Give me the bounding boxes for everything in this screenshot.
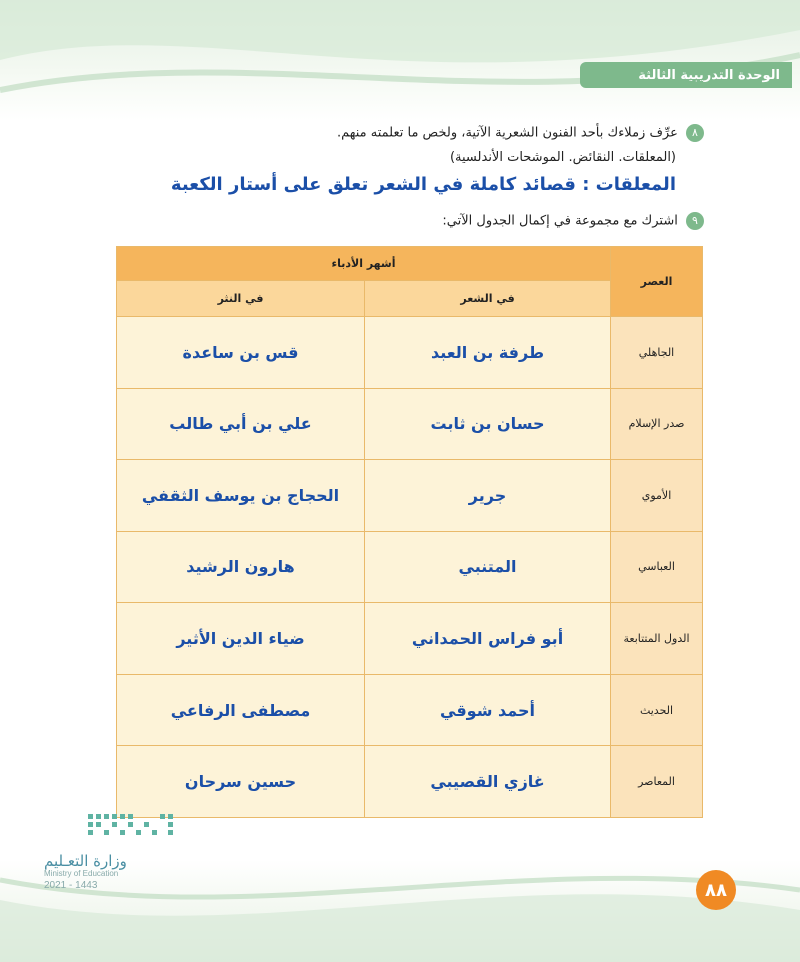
poetry-cell: غازي القصيبي [365,746,611,818]
writers-header: أشهر الأدباء [117,247,611,281]
prose-cell: علي بن أبي طالب [117,388,365,460]
era-cell: صدر الإسلام [611,388,703,460]
poetry-cell: جرير [365,460,611,532]
ministry-logo-icon [40,810,180,854]
table-row [117,388,703,460]
question-8-number: ٨ [686,124,704,142]
page-number: ٨٨ [696,870,736,910]
poetry-cell: حسان بن ثابت [365,388,611,460]
poetry-header: في الشعر [365,281,611,317]
table-row [117,531,703,603]
ministry-name-english: Ministry of Education [44,869,119,878]
era-cell: الأموي [611,460,703,532]
prose-cell: حسين سرحان [117,746,365,818]
table-row [117,460,703,532]
prose-cell: مصطفى الرفاعي [117,674,365,746]
era-cell: العباسي [611,531,703,603]
top-decoration [0,0,800,120]
era-cell: الدول المتتابعة [611,603,703,675]
question-8-answer: المعلقات : قصائد كاملة في الشعر تعلق على أستار الكعبة [170,174,676,195]
bottom-decoration [0,860,800,962]
question-9 [442,212,704,230]
poetry-cell: أحمد شوقي [365,674,611,746]
table-row [117,746,703,818]
prose-cell: هارون الرشيد [117,531,365,603]
poetry-cell: أبو فراس الحمداني [365,603,611,675]
prose-cell: الحجاج بن يوسف الثقفي [117,460,365,532]
question-9-number: ٩ [686,212,704,230]
question-9-text: اشترك مع مجموعة في إكمال الجدول الآتي: [442,213,678,229]
era-cell: الحديث [611,674,703,746]
unit-title: الوحدة التدريبية الثالثة [638,67,780,83]
prose-header: في النثر [117,281,365,317]
prose-cell: قس بن ساعدة [117,317,365,389]
question-8-options: (المعلقات. النقائض. الموشحات الأندلسية) [449,150,676,165]
ministry-name-arabic: وزارة التعـليم [44,852,127,870]
poetry-cell: المتنبي [365,531,611,603]
era-cell: المعاصر [611,746,703,818]
edition-year: 2021 - 1443 [44,880,98,891]
poetry-cell: طرفة بن العبد [365,317,611,389]
era-header: العصر [611,247,703,317]
table-row [117,674,703,746]
table-row [117,317,703,389]
question-8 [337,124,704,142]
prose-cell: ضياء الدين الأثير [117,603,365,675]
writers-table [116,246,703,818]
unit-title-tab [580,62,792,88]
question-8-text: عرِّف زملاءك بأحد الفنون الشعرية الآتية، ولخص ما تعلمته منهم. [336,125,678,141]
era-cell: الجاهلي [611,317,703,389]
table-row [117,603,703,675]
